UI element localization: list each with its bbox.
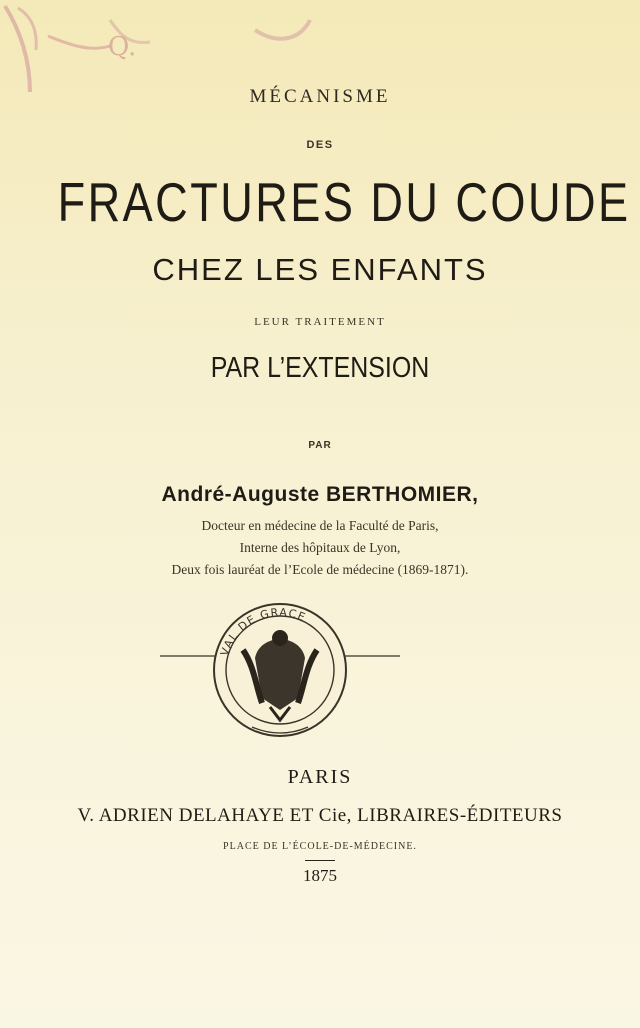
title-connector: DES (306, 139, 334, 151)
by-label: PAR (308, 440, 332, 451)
title-subject: CHEZ LES ENFANTS (152, 252, 488, 287)
publication-year: 1875 (303, 866, 337, 885)
divider-rule (305, 860, 335, 861)
publisher-address: PLACE DE L’ÉCOLE-DE-MÉDECINE. (223, 841, 417, 852)
handwritten-mark: Q. (108, 32, 137, 62)
library-emblem-seal (160, 588, 400, 748)
subtitle-prefix: LEUR TRAITEMENT (254, 316, 386, 328)
author-credential: Interne des hôpitaux de Lyon, (239, 540, 401, 555)
title-mecanisme: MÉCANISME (249, 86, 391, 107)
author-credential: Deux fois lauréat de l’Ecole de médecine (1869-1871). (171, 562, 469, 577)
emblem-legend: VAL DE GRACE (218, 605, 309, 658)
title-method: PAR L’EXTENSION (210, 352, 430, 384)
title-main: FRACTURES DU COUDE (57, 171, 631, 233)
publisher-name: V. ADRIEN DELAHAYE ET Cie, LIBRAIRES-ÉDITEURS (77, 805, 563, 826)
publication-city: PARIS (287, 766, 353, 788)
author-name: André-Auguste BERTHOMIER, (161, 483, 479, 506)
author-credential: Docteur en médecine de la Faculté de Paris, (201, 518, 439, 533)
